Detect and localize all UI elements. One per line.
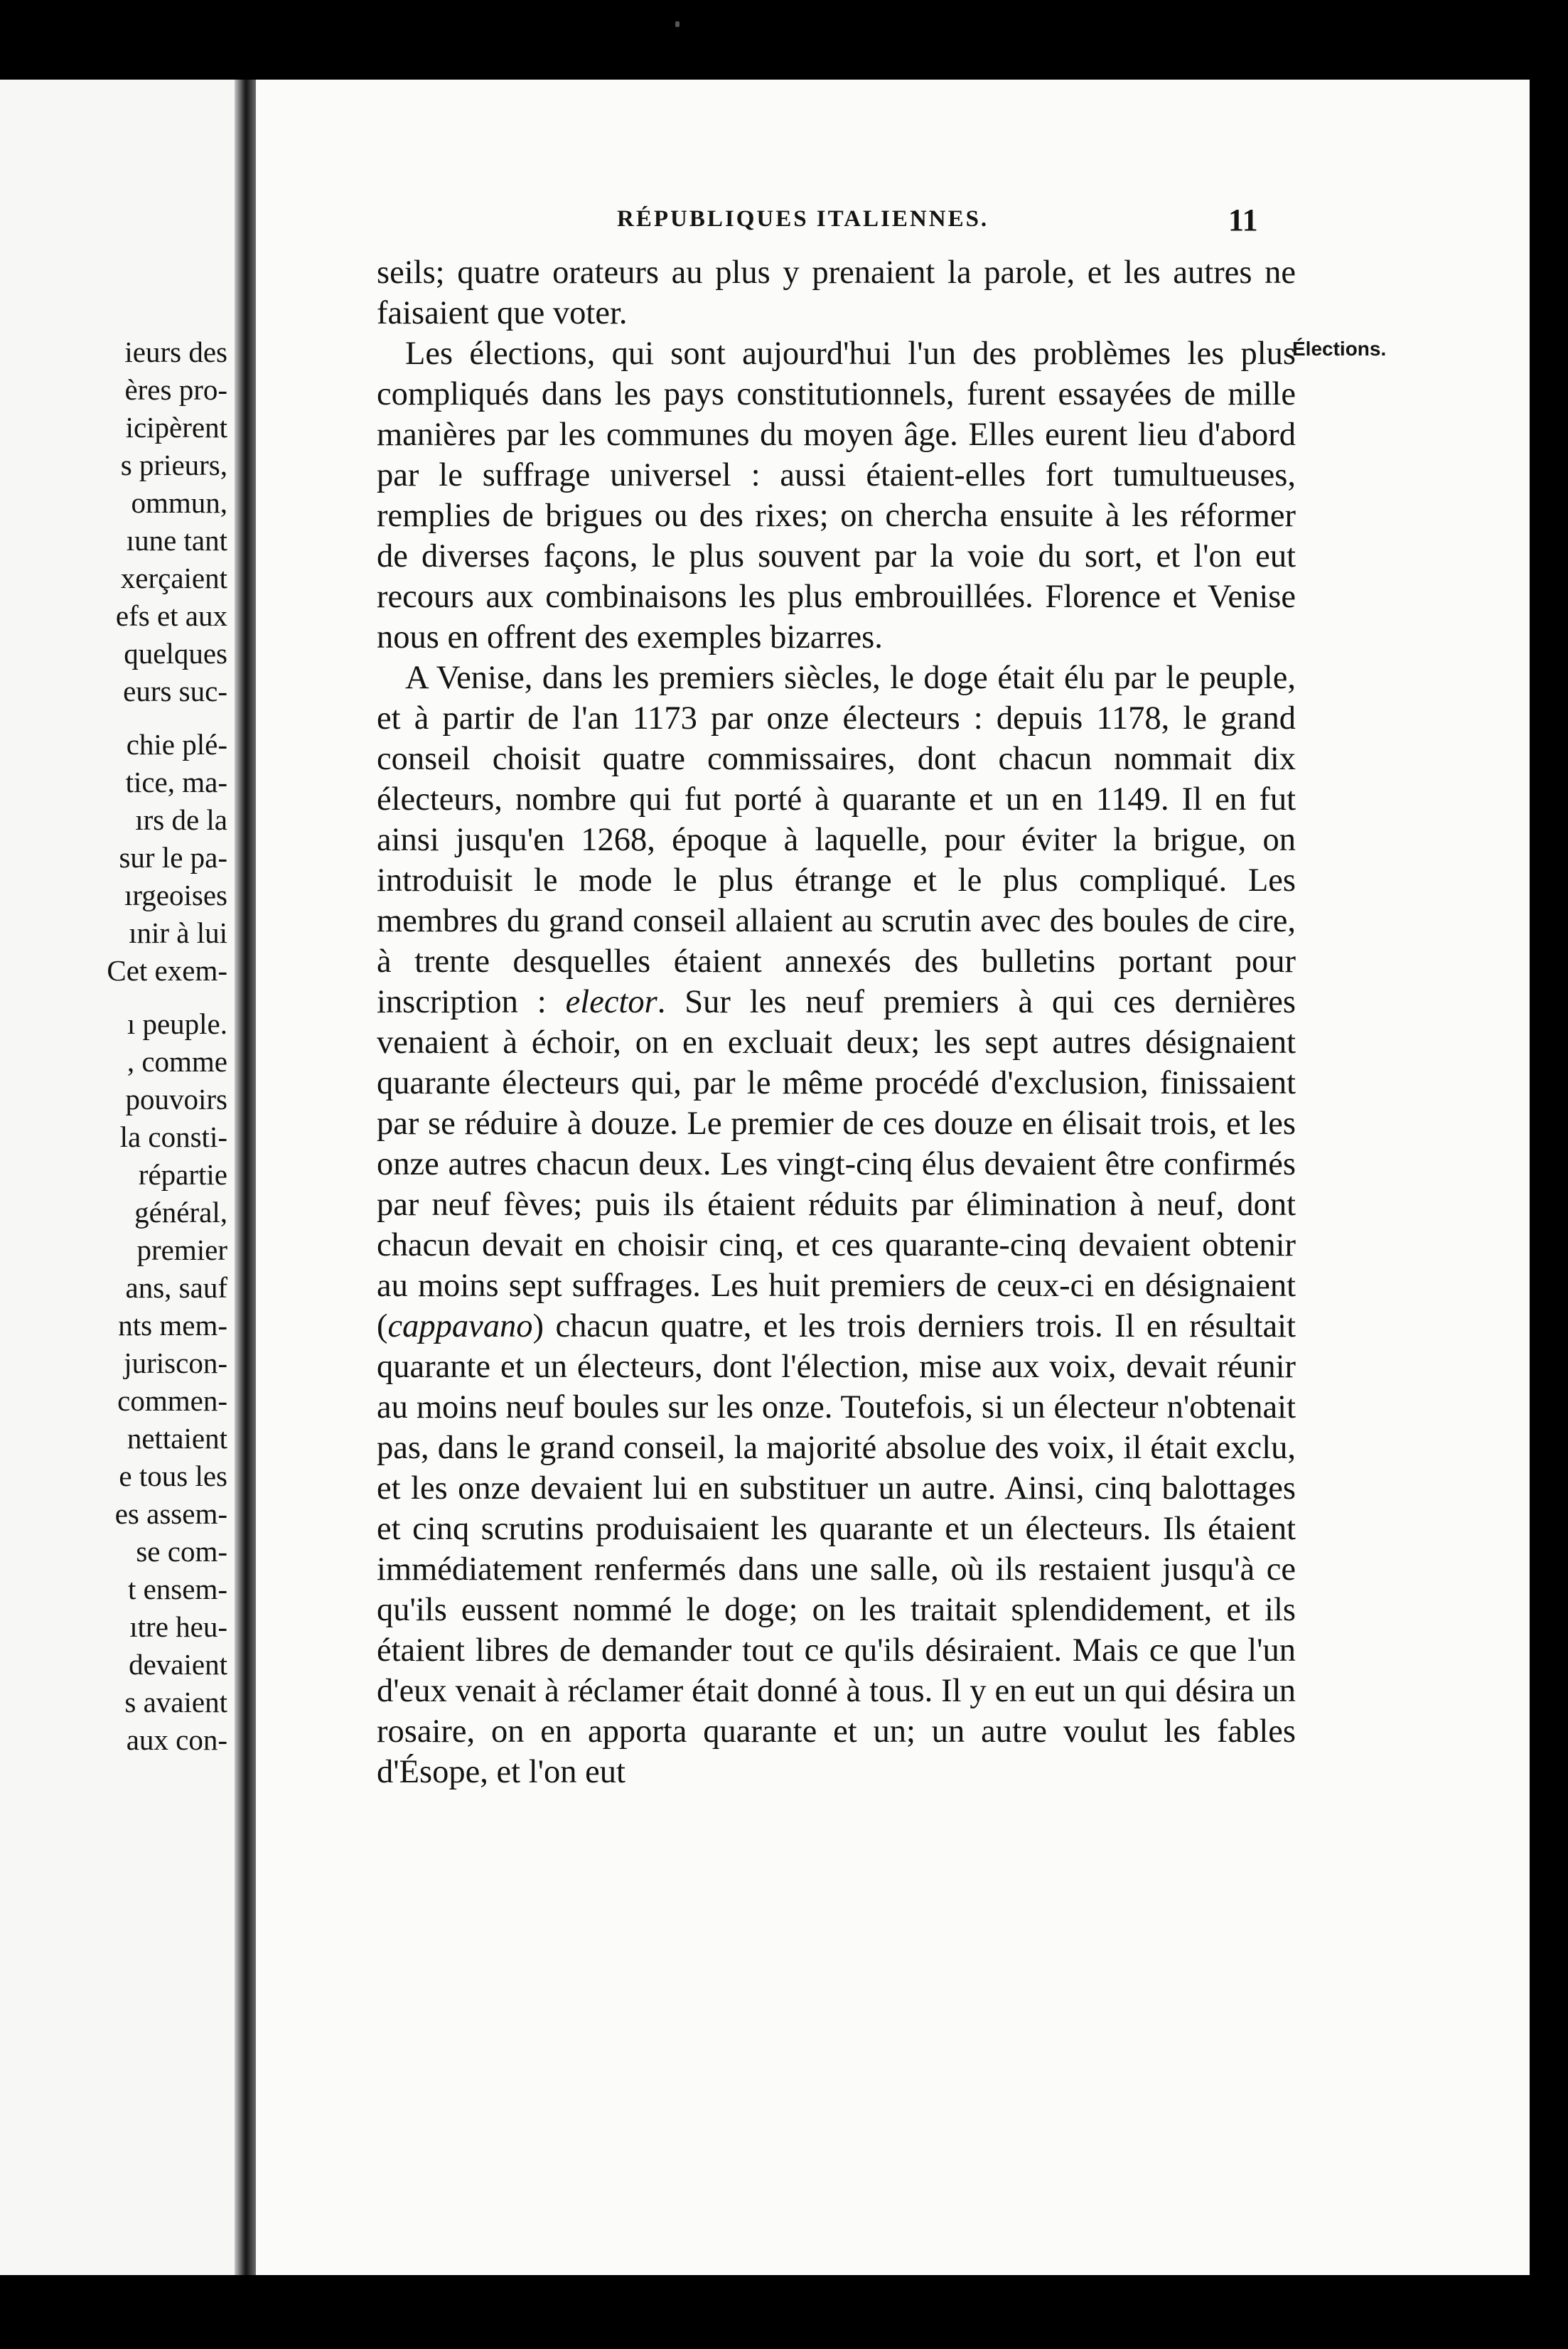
- left-page-line: ans, sauf: [125, 1271, 227, 1304]
- left-page-line: ınir à lui: [129, 916, 227, 949]
- left-page-line: la consti-: [119, 1120, 227, 1153]
- left-page-line: xerçaient: [120, 562, 227, 594]
- left-page-line: ıtre heu-: [129, 1610, 227, 1643]
- left-page-line: sur le pa-: [119, 841, 227, 874]
- margin-note: Élections.: [1292, 338, 1387, 360]
- left-page-line: commen-: [117, 1384, 227, 1417]
- paragraph-continuation: seils; quatre orateurs au plus y prenaient la parole, et les autres ne faisaient que voter.: [377, 255, 1296, 331]
- left-page-line: eurs suc-: [123, 675, 227, 707]
- left-page-line: ères pro-: [124, 373, 227, 406]
- left-page-line: es assem-: [114, 1497, 227, 1530]
- left-page-line: s avaient: [124, 1686, 227, 1718]
- left-page-line: ı peuple.: [127, 1007, 227, 1040]
- left-page-line: pouvoirs: [125, 1083, 227, 1115]
- left-page-line: premier: [136, 1234, 227, 1266]
- left-page-line: nettaient: [127, 1422, 227, 1455]
- running-title: RÉPUBLIQUES ITALIENNES.: [617, 206, 989, 232]
- left-page-line: t ensem-: [127, 1573, 227, 1605]
- venise-text-part-3: ) chacun quatre, et les trois derniers trois. Il en résultait quarante et un électeurs, dont l'élection, mise aux voix, devait réunir au moins neuf boules sur les onze. Toutefois, si un électeur n'obtenait pas, dans le grand conseil, la majorité absolue des voix, il était exclu, et les onze devaient lui en substituer un autre. Ainsi, cinq balottages et cinq scrutins produisaient les quarante et un électeurs. Ils étaient immédiatement renfermés dans une salle, où ils restaient jusqu'à ce qu'ils eussent nommé le doge; on les traitait splendidement, et ils étaient libres de demander tout ce qu'ils désiraient. Mais ce que l'un d'eux venait à réclamer était donné à tous. Il y en eut un qui désira un rosaire, on en apporta quarante et un; un autre voulut les fables d'Ésope, et l'on eut: [377, 1308, 1296, 1790]
- left-page-line: ırgeoises: [124, 879, 227, 911]
- left-page-line: efs et aux: [115, 599, 227, 632]
- left-page-line: ıune tant: [126, 524, 227, 557]
- left-page-line: e tous les: [119, 1460, 227, 1492]
- left-page-line: tice, ma-: [125, 766, 227, 798]
- italic-term-cappavano: cappavano: [387, 1308, 533, 1344]
- page-number: 11: [1228, 203, 1258, 237]
- venise-text-part-1: A Venise, dans les premiers siècles, le doge était élu par le peuple, et à partir de l'an 1173 par onze électeurs : depuis 1178, le grand conseil choisit quatre commissaires, dont chacun nommait dix électeurs, nombre qui fut porté à quarante et un en 1149. Il en fut ainsi jusqu'en 1268, époque à laquelle, pour éviter la brigue, on introduisit le mode le plus étrange et le plus compliqué. Les membres du grand conseil allaient au scrutin avec des boules de cire, à trente desquelles étaient annexés des bulletins portant pour inscription :: [377, 660, 1296, 1020]
- venise-text-part-2: . Sur les neuf premiers à qui ces dernières venaient à échoir, on en excluait deux; les sept autres désignaient quarante électeurs qui, par le même procédé d'exclusion, finissaient par se réduire à douze. Le premier de ces douze en élisait trois, et les onze autres chacun deux. Les vingt-cinq élus devaient être confirmés par neuf fèves; puis ils étaient réduits par élimination à neuf, dont chacun devait en choisir cinq, et ces quarante-cinq devaient obtenir au moins sept suffrages. Les huit premiers de ceux-ci en désignaient (: [377, 984, 1296, 1344]
- left-page-line: ırs de la: [135, 803, 227, 836]
- left-page-line: général,: [134, 1196, 227, 1229]
- left-page-line: Cet exem-: [107, 954, 227, 987]
- paragraph-elections: Les élections, qui sont aujourd'hui l'un des problèmes les plus compliqués dans les pays constitutionnels, furent essayées de mille manières par les communes du moyen âge. Elles eurent lieu d'abord par le suffrage universel : aussi étaient-elles fort tumultueuses, remplies de brigues ou des rixes; on chercha ensuite à les réformer de diverses façons, le plus souvent par la voie du sort, et l'on eut recours aux combinaisons les plus embrouillées. Florence et Venise nous en offrent des exemples bizarres.: [377, 336, 1296, 656]
- left-page-line: juriscon-: [124, 1347, 227, 1379]
- left-page-line: icipèrent: [125, 411, 227, 444]
- left-page-line: chie plé-: [126, 728, 227, 761]
- scanner-dust-mark: [675, 21, 680, 27]
- left-page-line: , comme: [127, 1045, 227, 1078]
- paragraph-venise: [377, 658, 1296, 1792]
- left-page-line: s prieurs,: [120, 449, 227, 481]
- book-gutter: [235, 80, 256, 2275]
- italic-term-elector: elector: [565, 984, 657, 1020]
- left-page-line: ieurs des: [124, 336, 227, 368]
- left-page-line: devaient: [129, 1648, 227, 1681]
- left-page-line: aux con-: [126, 1723, 227, 1756]
- left-page-line: quelques: [124, 637, 227, 670]
- left-page-fragment: [0, 80, 235, 2275]
- left-page-line: se com-: [136, 1535, 227, 1568]
- left-page-line: ommun,: [131, 486, 227, 519]
- left-page-line: répartie: [138, 1158, 227, 1191]
- left-page-line: nts mem-: [118, 1309, 227, 1342]
- body-text: [377, 252, 1296, 1792]
